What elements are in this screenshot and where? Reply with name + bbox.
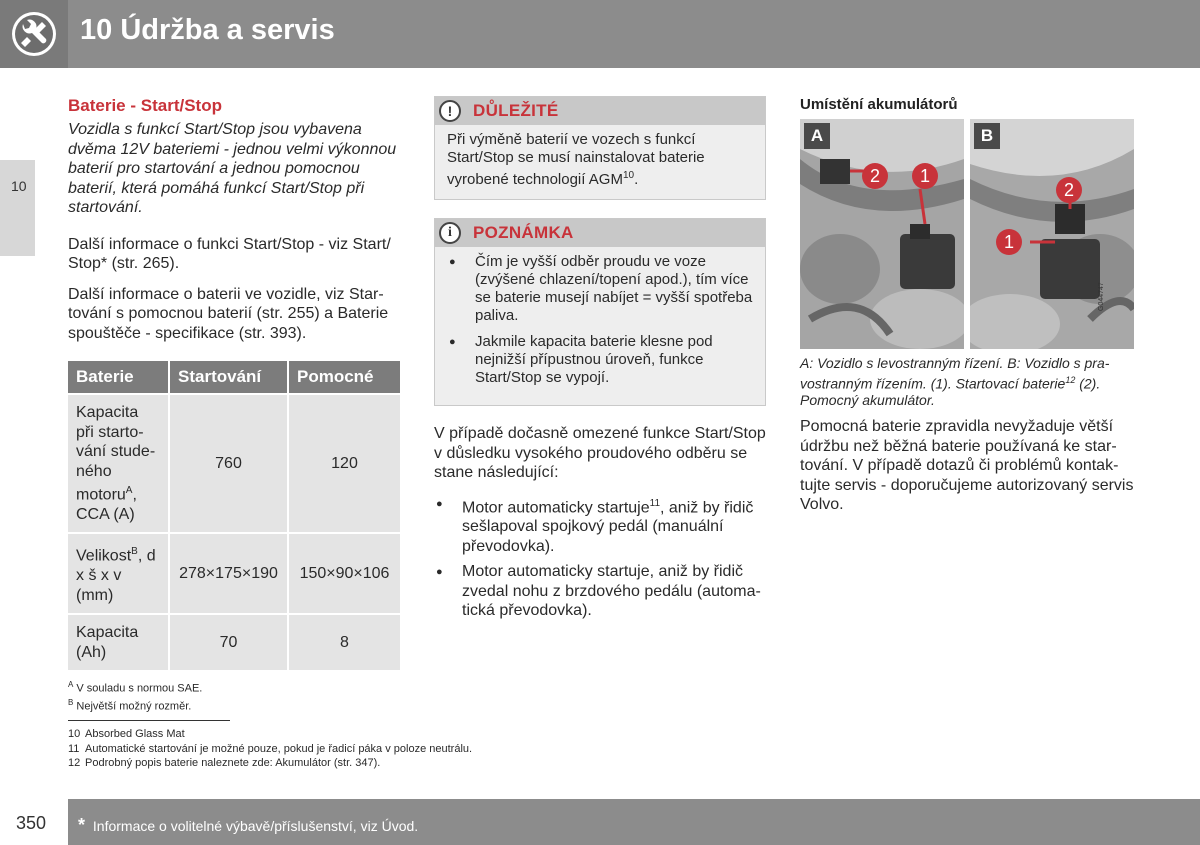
table-notes [68, 678, 402, 713]
star-icon: * [78, 815, 86, 835]
callout-2: 2 [862, 163, 888, 189]
footnote-rule [68, 720, 230, 721]
image-code: G044747 [1098, 282, 1105, 311]
cell-start: 760 [170, 393, 289, 532]
page-header [0, 0, 1200, 68]
cell-start: 278×175×190 [170, 532, 289, 613]
note-list [447, 253, 753, 387]
footnotes [68, 720, 768, 771]
footnote: 10 Absorbed Glass Mat [68, 728, 185, 740]
engine-bay-illustration [800, 119, 964, 349]
battery-spec-table [68, 361, 400, 670]
cell-aux: 150×90×106 [289, 532, 400, 613]
battery-location-figure [800, 119, 1134, 349]
important-box-header [435, 97, 765, 125]
column-header: Baterie [68, 361, 170, 393]
list-item: ● Čím je vyšší odběr proudu ve voze (zvýšené chlazení/topení apod.), tím více se baterie musejí nabíjet = vyšší spotřeba paliva. [447, 253, 753, 325]
photo-label-a: A [804, 123, 830, 149]
page-number: 350 [0, 799, 68, 845]
page-title: 10 Údržba a servis [80, 14, 335, 46]
wrench-icon [9, 9, 59, 59]
callout-1: 1 [912, 163, 938, 189]
photo-label-b: B [974, 123, 1000, 149]
column-header: Startování [170, 361, 289, 393]
info-icon: i [439, 222, 461, 244]
table-note: $^B$ Největší možný rozměr. [68, 697, 192, 713]
engine-bay-illustration [970, 119, 1134, 349]
table-note: $^A$ V souladu s normou SAE. [68, 680, 203, 695]
note-body [435, 247, 765, 405]
column-header: Pomocné [289, 361, 400, 393]
chapter-number: 10 [11, 178, 27, 194]
intro-paragraph: Vozidla s funkcí Start/Stop jsou vybavena dvěma 12V bateriemi - jednou velmi výkonnou baterií pro startování a jednou pomocnou baterií, která pomáhá funkcí Start/Stop při startování. [68, 121, 397, 216]
table-header-row [68, 361, 400, 393]
paragraph: Pomocná baterie zpravidla nevyžaduje větší údržbu než běžná baterie používaná ke star- tování. V případě dotazů či problémů kontak- tujte servis - doporučujeme autorizovaný servis Volvo. [800, 418, 1134, 514]
section-icon-box [0, 0, 68, 68]
cell-aux: 8 [289, 613, 400, 670]
column-battery-location [800, 96, 1134, 515]
important-text: Při výměně baterií ve vozech s funkcí Start/Stop se musí nainstalovat baterie vyrobené technologií AGM$^{10}$. [447, 131, 705, 188]
row-label: Velikost$^B$, d x š x v (mm) [68, 532, 170, 613]
list-item: ● Motor automaticky startuje$^{11}$, aniž by řidič sešlapoval spojkový pedál (manuální převodovka). [434, 494, 766, 557]
photo-left-hand-drive [800, 119, 964, 349]
paragraph: Další informace o baterii ve vozidle, viz Star- tování s pomocnou baterií (str. 255) a Baterie spouštěče - specifikace (str. 393). [68, 285, 389, 342]
chapter-tab [0, 160, 35, 256]
paragraph: Další informace o funkci Start/Stop - viz Start/ Stop* (str. 265). [68, 235, 391, 272]
important-title: DŮLEŽITÉ [473, 101, 559, 120]
important-box [434, 96, 766, 200]
table-row [68, 613, 400, 670]
cell-aux: 120 [289, 393, 400, 532]
page-footer [0, 799, 1200, 845]
row-label: Kapacita (Ah) [68, 613, 170, 670]
figure-caption: A: Vozidlo s levostranným řízení. B: Vozidlo s pra- vostranným řízením. (1). Startovací baterie$^{12}$ (2). Pomocný akumulátor. [800, 355, 1110, 408]
table-row [68, 393, 400, 532]
section-heading: Umístění akumulátorů [800, 96, 958, 113]
callout-1: 1 [996, 229, 1022, 255]
section-heading: Baterie - Start/Stop [68, 96, 222, 115]
footnote: 11 Automatické startování je možné pouze, pokud je řadicí páka v poloze neutrálu. [68, 742, 473, 755]
footnote: 12 Podrobný popis baterie naleznete zde: Akumulátor (str. 347). [68, 757, 381, 769]
callout-2: 2 [1056, 177, 1082, 203]
note-box [434, 218, 766, 406]
cell-start: 70 [170, 613, 289, 670]
table-row [68, 532, 400, 613]
list-item: ● Jakmile kapacita baterie klesne pod nejnižší přípustnou úroveň, funkce Start/Stop se vypojí. [447, 333, 753, 387]
column-notices [434, 96, 766, 627]
footer-text: Informace o volitelné výbavě/příslušenství, viz Úvod. [92, 818, 419, 834]
footer-bar [68, 799, 1200, 845]
column-battery-start-stop [68, 96, 402, 713]
exclamation-icon: ! [439, 100, 461, 122]
photo-right-hand-drive [970, 119, 1134, 349]
bullet-list [434, 494, 766, 621]
row-label: Kapacita při starto- vání stude- ného motoru$^A$, CCA (A) [68, 393, 170, 532]
list-item: ● Motor automaticky startuje, aniž by řidič zvedal nohu z brzdového pedálu (automa- tická převodovka). [434, 562, 766, 621]
note-box-header [435, 219, 765, 247]
paragraph: V případě dočasně omezené funkce Start/Stop v důsledku vysokého proudového odběru se stane následující: [434, 425, 766, 481]
note-title: POZNÁMKA [473, 223, 574, 242]
